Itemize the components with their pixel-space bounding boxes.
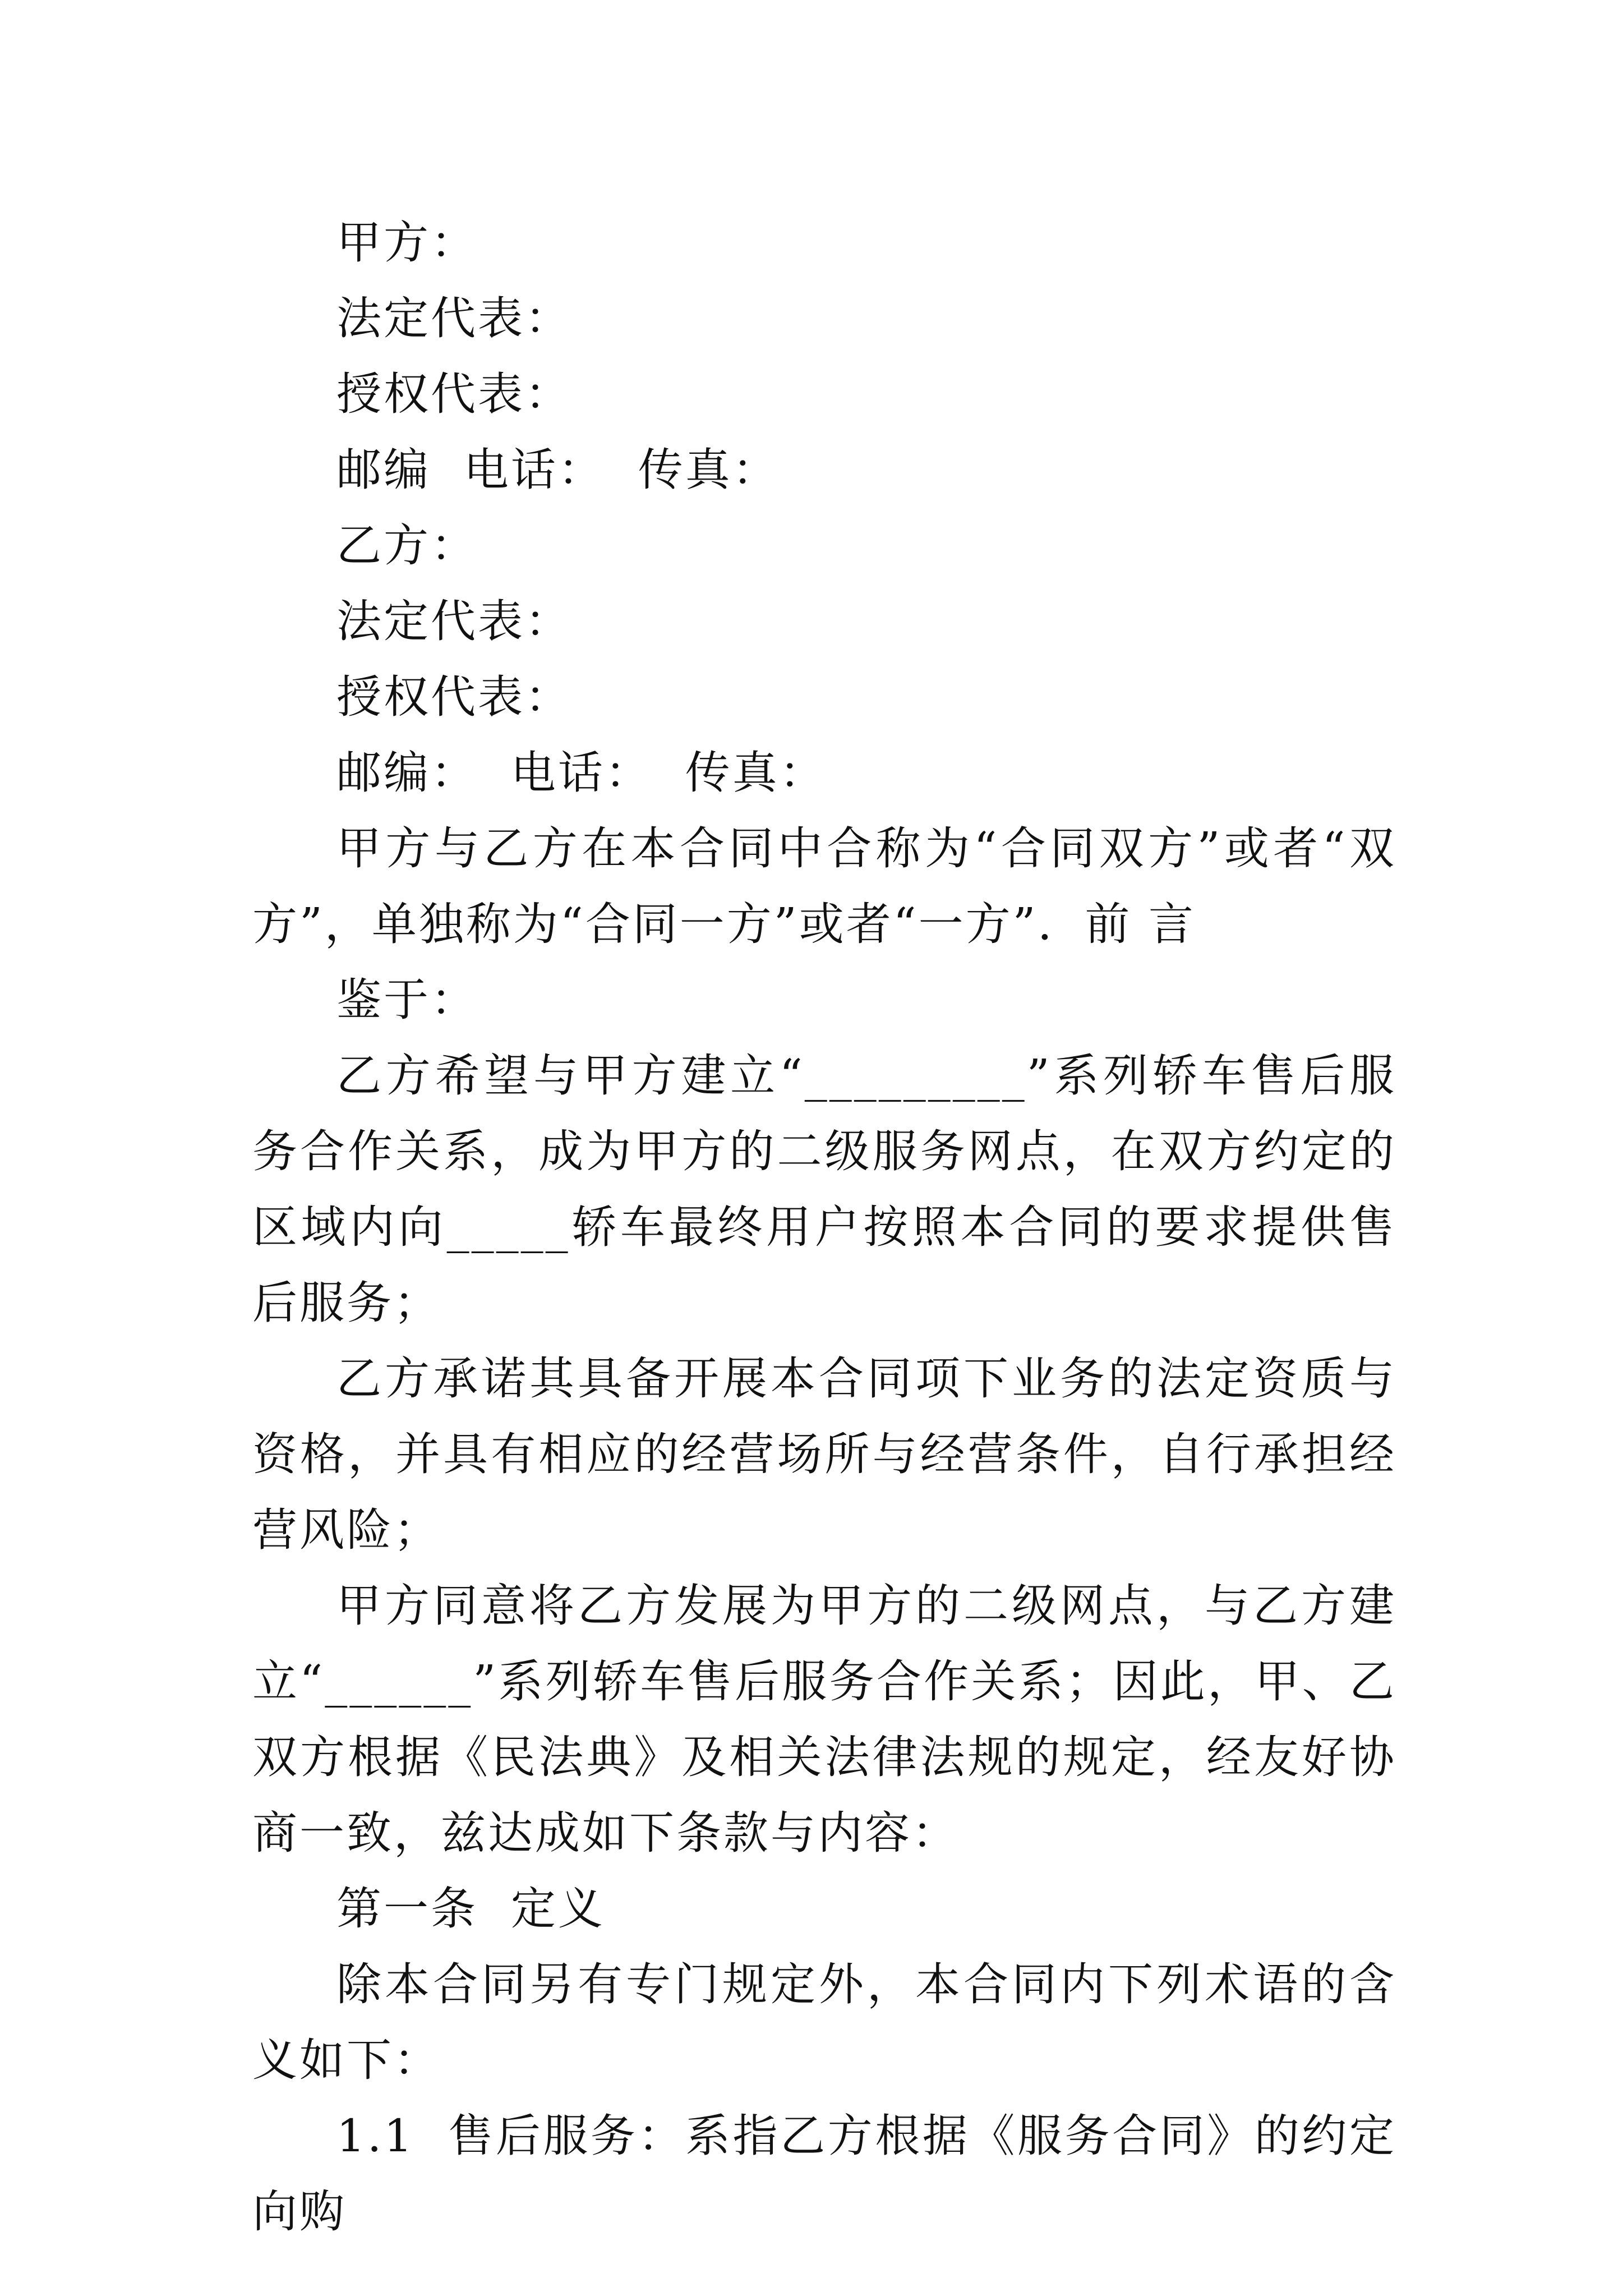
definitions-intro-paragraph: 除本合同另有专门规定外，本合同内下列术语的含义如下： xyxy=(252,1958,1396,2086)
party-a-auth-rep-line: 授权代表： xyxy=(336,368,572,420)
party-b-legal-rep-line: 法定代表： xyxy=(336,595,572,647)
party-b-auth-rep-line: 授权代表： xyxy=(336,671,572,723)
recital-paragraph-2: 乙方承诺其具备开展本合同项下业务的法定资质与资格，并具有相应的经营场所与经营条件，自行承担经营风险； xyxy=(252,1352,1396,1556)
clause-1-1-paragraph: 1.1 售后服务：系指乙方根据《服务合同》的约定向购 xyxy=(252,2110,1396,2238)
whereas-heading: 鉴于： xyxy=(336,974,478,1026)
party-a-contact-line: 邮编 电话： 传真： xyxy=(336,444,780,496)
party-b-contact-line: 邮编： 电话： 传真： xyxy=(336,747,827,799)
party-a-line: 甲方： xyxy=(336,217,478,269)
party-b-line: 乙方： xyxy=(336,519,478,572)
recital-paragraph-1: 乙方希望与甲方建立“_________”系列轿车售后服务合作关系，成为甲方的二级服务网点，在双方约定的区域内向_____轿车最终用户按照本合同的要求提供售后服务； xyxy=(252,1050,1396,1329)
article-1-heading: 第一条 定义 xyxy=(336,1883,605,1935)
party-a-legal-rep-line: 法定代表： xyxy=(336,292,572,344)
naming-paragraph: 甲方与乙方在本合同中合称为“合同双方”或者“双方”，单独称为“合同一方”或者“一方”．前 言 xyxy=(252,822,1396,950)
contract-body xyxy=(252,205,1396,2249)
recital-paragraph-3: 甲方同意将乙方发展为甲方的二级网点，与乙方建立“______”系列轿车售后服务合作关系；因此，甲、乙双方根据《民法典》及相关法律法规的规定，经友好协商一致，兹达成如下条款与内容： xyxy=(252,1580,1396,1859)
